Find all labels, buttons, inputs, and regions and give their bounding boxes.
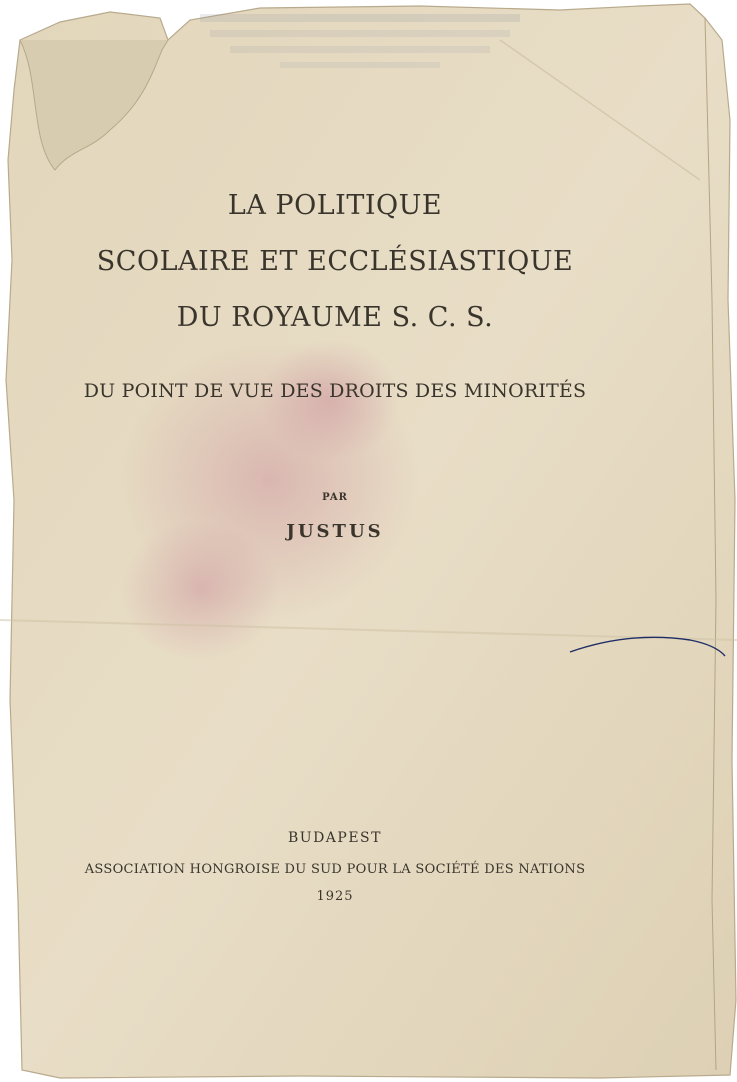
publisher-name: ASSOCIATION HONGROISE DU SUD POUR LA SOCIÉTÉ DES NATIONS <box>84 862 586 877</box>
by-label: PAR <box>322 492 348 503</box>
publication-year: 1925 <box>316 889 354 904</box>
author-name: JUSTUS <box>286 521 384 542</box>
title-line-2: SCOLAIRE ET ECCLÉSIASTIQUE <box>96 246 574 277</box>
subtitle: DU POINT DE VUE DES DROITS DES MINORITÉS <box>83 380 587 402</box>
title-line-3: DU ROYAUME S. C. S. <box>176 302 494 333</box>
title-line-1: LA POLITIQUE <box>227 190 443 221</box>
publication-city: BUDAPEST <box>288 830 382 846</box>
